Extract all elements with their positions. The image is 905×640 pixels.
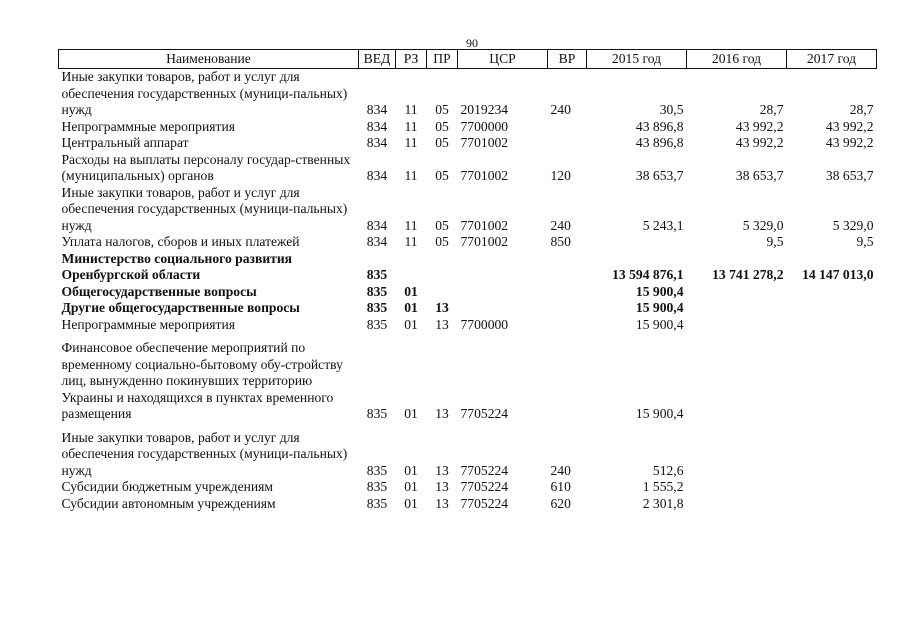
header-ved: ВЕД (359, 50, 396, 69)
name: Иные закупки товаров, работ и услуг для обеспечения государственных (муници-пальных) нужд (61, 184, 348, 233)
cell-csr: 7701002 (460, 234, 509, 249)
header-2017: 2017 год (787, 50, 877, 69)
name: Общегосударственные вопросы (61, 283, 257, 299)
cell-ved: 834 (366, 217, 388, 233)
name: Иные закупки товаров, работ и услуг для обеспечения государственных (муници-пальных) нужд (61, 429, 348, 478)
cell-csr: 7701002 (460, 217, 509, 233)
cell-rz: 01 (404, 406, 418, 421)
table-row (59, 251, 877, 284)
header-name: Наименование (59, 50, 359, 69)
header-row (59, 50, 877, 69)
cell-csr: 7701002 (460, 135, 509, 150)
cell-csr: 7700000 (460, 118, 509, 134)
cell-vr: 240 (550, 102, 571, 117)
cell-csr: 7705224 (460, 479, 509, 494)
cell-ved: 834 (366, 135, 388, 150)
cell-vr: 850 (550, 234, 571, 249)
cell-2017: 43 992,2 (825, 118, 874, 134)
cell-csr (458, 284, 548, 301)
cell-pr: 05 (435, 118, 449, 134)
table-row (59, 317, 877, 334)
cell-vr: 240 (550, 462, 571, 478)
table-row (59, 423, 877, 480)
cell-ved: 834 (366, 102, 388, 117)
cell-csr: 2019234 (460, 102, 509, 117)
page-number: 90 (466, 36, 478, 50)
cell-2015: 15 900,4 (635, 406, 684, 421)
cell-2017 (787, 333, 877, 423)
cell-2015: 512,6 (652, 462, 684, 478)
name: Расходы на выплаты персоналу государ-ственных (муниципальных) органов (61, 151, 351, 183)
cell-2015: 30,5 (659, 102, 684, 117)
table-row (59, 333, 877, 423)
header-pr: ПР (427, 50, 458, 69)
cell-vr (548, 119, 587, 136)
cell-vr: 240 (550, 217, 571, 233)
name: Непрограммные мероприятия (61, 118, 235, 134)
header-csr: ЦСР (458, 50, 548, 69)
cell-2015: 15 900,4 (635, 283, 684, 299)
cell-2017 (787, 300, 877, 317)
cell-2017: 38 653,7 (825, 168, 874, 183)
cell-2016 (687, 333, 787, 423)
cell-2015: 15 900,4 (635, 316, 684, 332)
cell-2017 (787, 317, 877, 334)
cell-pr: 13 (435, 316, 449, 332)
cell-2016: 43 992,2 (735, 135, 784, 150)
cell-2016: 28,7 (759, 102, 784, 117)
cell-2016 (687, 479, 787, 496)
cell-pr: 05 (435, 217, 449, 233)
cell-2017: 28,7 (849, 102, 874, 117)
cell-2016 (687, 284, 787, 301)
cell-2016 (687, 317, 787, 334)
name: Другие общегосударственные вопросы (61, 300, 300, 315)
cell-pr: 05 (435, 168, 449, 183)
cell-vr (548, 135, 587, 152)
name: Уплата налогов, сборов и иных платежей (61, 234, 300, 249)
name: Непрограммные мероприятия (61, 316, 235, 332)
cell-ved: 835 (366, 283, 388, 299)
cell-ved: 834 (366, 168, 388, 183)
table-row (59, 135, 877, 152)
table-row (59, 300, 877, 317)
cell-rz: 01 (404, 479, 418, 494)
cell-pr (427, 251, 458, 284)
name: Иные закупки товаров, работ и услуг для обеспечения государственных (муници-пальных) нужд (61, 69, 348, 117)
cell-ved: 835 (366, 479, 388, 494)
table-row (59, 479, 877, 496)
cell-2015: 43 896,8 (635, 135, 684, 150)
cell-rz: 01 (404, 300, 418, 315)
table-row (59, 234, 877, 251)
cell-csr (458, 300, 548, 317)
name: Субсидии бюджетным учреждениям (61, 479, 274, 494)
cell-ved: 834 (366, 234, 388, 249)
cell-2017 (787, 423, 877, 480)
cell-rz: 01 (404, 316, 418, 332)
table-row (59, 496, 877, 513)
cell-pr: 05 (435, 102, 449, 117)
cell-vr: 120 (550, 168, 571, 183)
table-row (59, 284, 877, 301)
cell-2015: 15 900,4 (635, 300, 684, 315)
cell-ved: 834 (366, 118, 388, 134)
cell-2016: 5 329,0 (742, 217, 784, 233)
cell-2016 (687, 496, 787, 513)
cell-pr (427, 284, 458, 301)
cell-2016 (687, 300, 787, 317)
cell-pr: 13 (435, 495, 449, 511)
cell-csr: 7705224 (460, 406, 509, 421)
cell-2015: 38 653,7 (635, 168, 684, 183)
cell-rz: 11 (404, 234, 418, 249)
cell-vr: 620 (550, 495, 571, 511)
cell-ved: 835 (366, 316, 388, 332)
cell-ved: 835 (366, 406, 388, 421)
cell-ved: 835 (366, 300, 388, 315)
cell-pr: 13 (435, 462, 449, 478)
cell-vr (548, 333, 587, 423)
name: Министерство социального развития Оренбургской области (61, 250, 293, 282)
cell-2017: 43 992,2 (825, 135, 874, 150)
cell-pr: 05 (435, 135, 449, 150)
cell-rz: 01 (404, 495, 418, 511)
cell-ved: 835 (366, 267, 388, 282)
cell-2016: 13 741 278,2 (712, 267, 784, 282)
table-row (59, 185, 877, 235)
cell-2017: 14 147 013,0 (802, 267, 874, 282)
cell-csr: 7701002 (460, 168, 509, 183)
cell-csr: 7705224 (460, 462, 509, 478)
cell-rz: 11 (404, 168, 418, 183)
table-row (59, 119, 877, 136)
name: Субсидии автономным учреждениям (61, 495, 276, 511)
cell-pr: 13 (435, 406, 449, 421)
cell-2015: 13 594 876,1 (612, 267, 684, 282)
header-vr: ВР (548, 50, 587, 69)
cell-2017: 5 329,0 (832, 217, 874, 233)
cell-rz: 11 (404, 118, 418, 134)
cell-2017 (787, 479, 877, 496)
cell-csr: 7705224 (460, 495, 509, 511)
cell-ved: 835 (366, 495, 388, 511)
header-2016: 2016 год (687, 50, 787, 69)
header-rz: РЗ (396, 50, 427, 69)
cell-csr (458, 251, 548, 284)
cell-vr (548, 251, 587, 284)
cell-rz: 11 (404, 217, 418, 233)
cell-vr (548, 300, 587, 317)
cell-2016: 43 992,2 (735, 118, 784, 134)
name: Финансовое обеспечение мероприятий по временному социально-бытовому обу-стройству лиц, вынужденно покинувших территорию Украины и находящихся в пунктах временного размещения (61, 340, 343, 421)
cell-2015: 5 243,1 (642, 217, 684, 233)
cell-2015 (587, 234, 687, 251)
cell-2017 (787, 496, 877, 513)
cell-2015: 1 555,2 (642, 479, 684, 494)
cell-2015: 2 301,8 (642, 495, 684, 511)
cell-rz: 01 (404, 462, 418, 478)
cell-2017: 9,5 (856, 234, 874, 249)
cell-rz: 11 (404, 135, 418, 150)
name: Центральный аппарат (61, 135, 189, 150)
cell-pr: 05 (435, 234, 449, 249)
cell-2016 (687, 423, 787, 480)
table-row (59, 152, 877, 185)
cell-rz: 01 (404, 283, 418, 299)
cell-2017 (787, 284, 877, 301)
cell-rz (396, 251, 427, 284)
cell-vr: 610 (550, 479, 571, 494)
cell-vr (548, 284, 587, 301)
cell-vr (548, 317, 587, 334)
table-row (59, 69, 877, 119)
cell-2015: 43 896,8 (635, 118, 684, 134)
header-2015: 2015 год (587, 50, 687, 69)
cell-pr: 13 (435, 479, 449, 494)
cell-csr: 7700000 (460, 316, 509, 332)
cell-rz: 11 (404, 102, 418, 117)
cell-2016: 38 653,7 (735, 168, 784, 183)
budget-table (58, 49, 877, 512)
table-body (59, 69, 877, 513)
cell-2016: 9,5 (766, 234, 784, 249)
cell-ved: 835 (366, 462, 388, 478)
cell-pr: 13 (435, 300, 449, 315)
